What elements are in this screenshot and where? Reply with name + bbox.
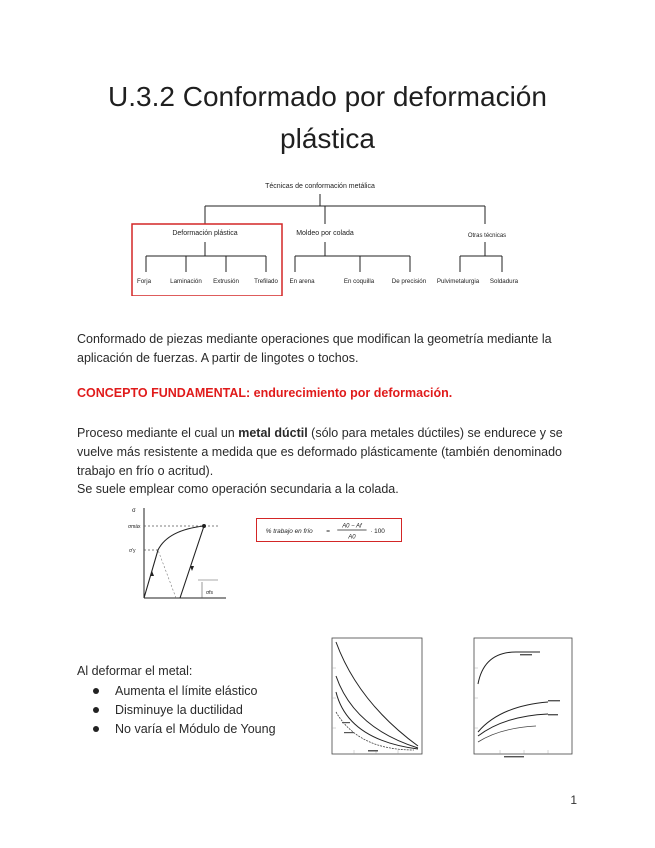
techniques-tree-diagram: [130, 176, 530, 296]
branch-otras: Otras técnicas: [467, 233, 507, 239]
process-text-before: Proceso mediante el cual un: [77, 426, 239, 440]
svg-text:=: =: [326, 527, 330, 535]
formula-factor: · 100: [370, 527, 385, 535]
leaf-en-coquilla: En coquilla: [343, 278, 375, 285]
stress-strain-diagram: [118, 504, 230, 604]
tree-root: Técnicas de conformación metálica: [265, 183, 375, 190]
formula-numerator: A0 − Af: [342, 523, 362, 530]
list-item: Disminuye la ductilidad: [93, 701, 276, 720]
list-item: No varía el Módulo de Young: [93, 720, 276, 739]
intro-paragraph: Conformado de piezas mediante operaciones que modifican la geometría mediante la aplicación de fuerzas. A partir de lingotes o tochos.: [77, 332, 552, 365]
page-number: 1: [570, 793, 577, 807]
formula-lhs: % trabajo en frío: [265, 527, 313, 535]
strength-graph: [460, 632, 576, 764]
leaf-forja: Forja: [136, 278, 152, 285]
leaf-soldadura: Soldadura: [489, 278, 519, 285]
secondary-paragraph: Se suele emplear como operación secundaria a la colada.: [77, 482, 399, 496]
concept-heading: CONCEPTO FUNDAMENTAL: endurecimiento por deformación.: [77, 386, 453, 400]
branch-moldeo: Moldeo por colada: [296, 230, 354, 237]
page-title: [60, 76, 595, 160]
list-item: Aumenta el límite elástico: [93, 682, 276, 701]
title-line-1: U.3.2 Conformado por deformación: [108, 81, 547, 112]
leaf-en-arena: En arena: [289, 278, 315, 285]
stress-max-label: σmáx: [128, 524, 141, 530]
ductility-graph: [318, 632, 426, 764]
stress-yield-label: σ'y: [129, 548, 136, 554]
stress-delta-label: σfs: [206, 590, 213, 596]
formula-denominator: A0: [348, 534, 356, 541]
leaf-de-precision: De precisión: [391, 278, 427, 285]
leaf-laminacion: Laminación: [170, 278, 202, 285]
leaf-trefilado: Trefilado: [254, 278, 278, 285]
process-text-after: (sólo para metales dúctiles) se endurece y se vuelve más resistente a medida que es deformado plásticamente (también denominado trabajo en frío o acritud).: [77, 426, 563, 478]
list-heading: Al deformar el metal:: [77, 664, 193, 678]
stress-axis-label: σ: [132, 508, 136, 514]
effects-list: [93, 682, 276, 739]
process-bold-term: metal dúctil: [238, 426, 308, 440]
branch-deformacion: Deformación plástica: [172, 230, 238, 237]
cold-work-formula: [256, 518, 402, 542]
leaf-pulvimetalurgia: Pulvimetalurgia: [436, 278, 480, 285]
leaf-extrusion: Extrusión: [213, 278, 239, 285]
process-paragraph: [77, 424, 587, 481]
title-line-2: plástica: [280, 123, 375, 154]
